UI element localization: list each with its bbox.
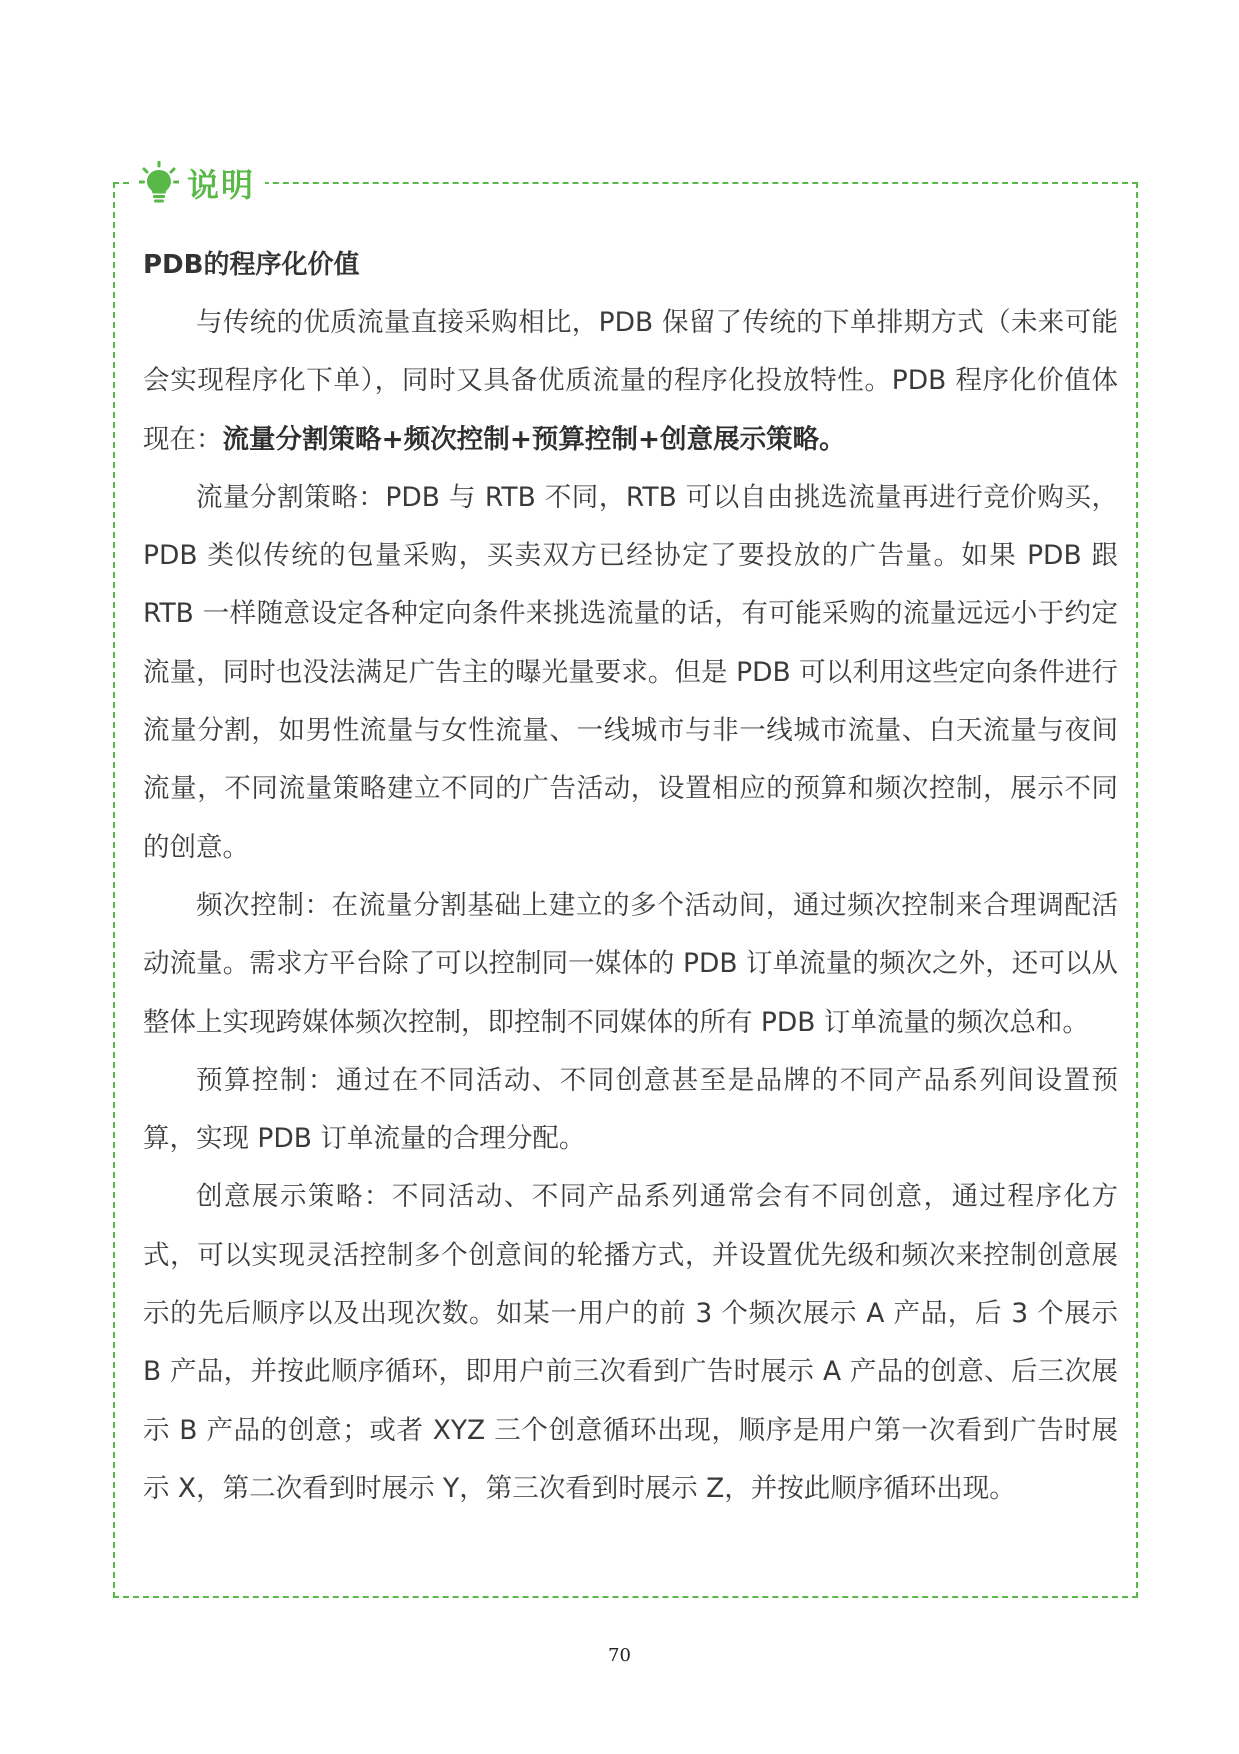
section-heading: PDB的程序化价值 xyxy=(143,250,360,280)
paragraph-frequency-control: 频次控制：在流量分割基础上建立的多个活动间，通过频次控制来合理调配活动流量。需求方平台除了可以控制同一媒体的 PDB 订单流量的频次之外，还可以从整体上实现跨媒体频次控制，即控制不同媒体的所有 PDB 订单流量的频次总和。 xyxy=(143,889,1118,1038)
note-title: 说明 xyxy=(187,166,256,204)
paragraph-budget-control: 预算控制：通过在不同活动、不同创意甚至是品牌的不同产品系列间设置预算，实现 PDB 订单流量的合理分配。 xyxy=(143,1064,1118,1155)
lightbulb-icon xyxy=(139,161,179,205)
intro-text: 与传统的优质流量直接采购相比，PDB 保留了传统的下单排期方式（未来可能会实现程序化下单），同时又具备优质流量的程序化投放特性。PDB 程序化价值体现在： xyxy=(143,307,1118,455)
paragraph-traffic-split: 流量分割策略：PDB 与 RTB 不同，RTB 可以自由挑选流量再进行竞价购买，PDB 类似传统的包量采购，买卖双方已经协定了要投放的广告量。如果 PDB 跟 RTB 一样随意设定各种定向条件来挑选流量的话，有可能采购的流量远远小于约定流量，同时也没法满足广告主的曝光量要求。但是 PDB 可以利用这些定向条件进行流量分割，如男性流量与女性流量、一线城市与非一线城市流量、白天流量与夜间流量，不同流量策略建立不同的广告活动，设置相应的预算和频次控制，展示不同的创意。 xyxy=(143,481,1118,863)
page-number: 70 xyxy=(608,1645,631,1666)
intro-emphasis: 流量分割策略+频次控制+预算控制+创意展示策略。 xyxy=(222,423,846,455)
paragraph-creative-strategy: 创意展示策略：不同活动、不同产品系列通常会有不同创意，通过程序化方式，可以实现灵活控制多个创意间的轮播方式，并设置优先级和频次来控制创意展示的先后顺序以及出现次数。如某一用户的前 3 个频次展示 A 产品，后 3 个展示 B 产品，并按此顺序循环，即用户前三次看到广告时展示 A 产品的创意、后三次展示 B 产品的创意；或者 XYZ 三个创意循环出现，顺序是用户第一次看到广告时展示 X，第二次看到时展示 Y，第三次看到时展示 Z，并按此顺序循环出现。 xyxy=(143,1181,1118,1504)
note-header xyxy=(133,160,265,206)
intro-paragraph xyxy=(143,294,1118,469)
note-content xyxy=(143,236,1118,1518)
